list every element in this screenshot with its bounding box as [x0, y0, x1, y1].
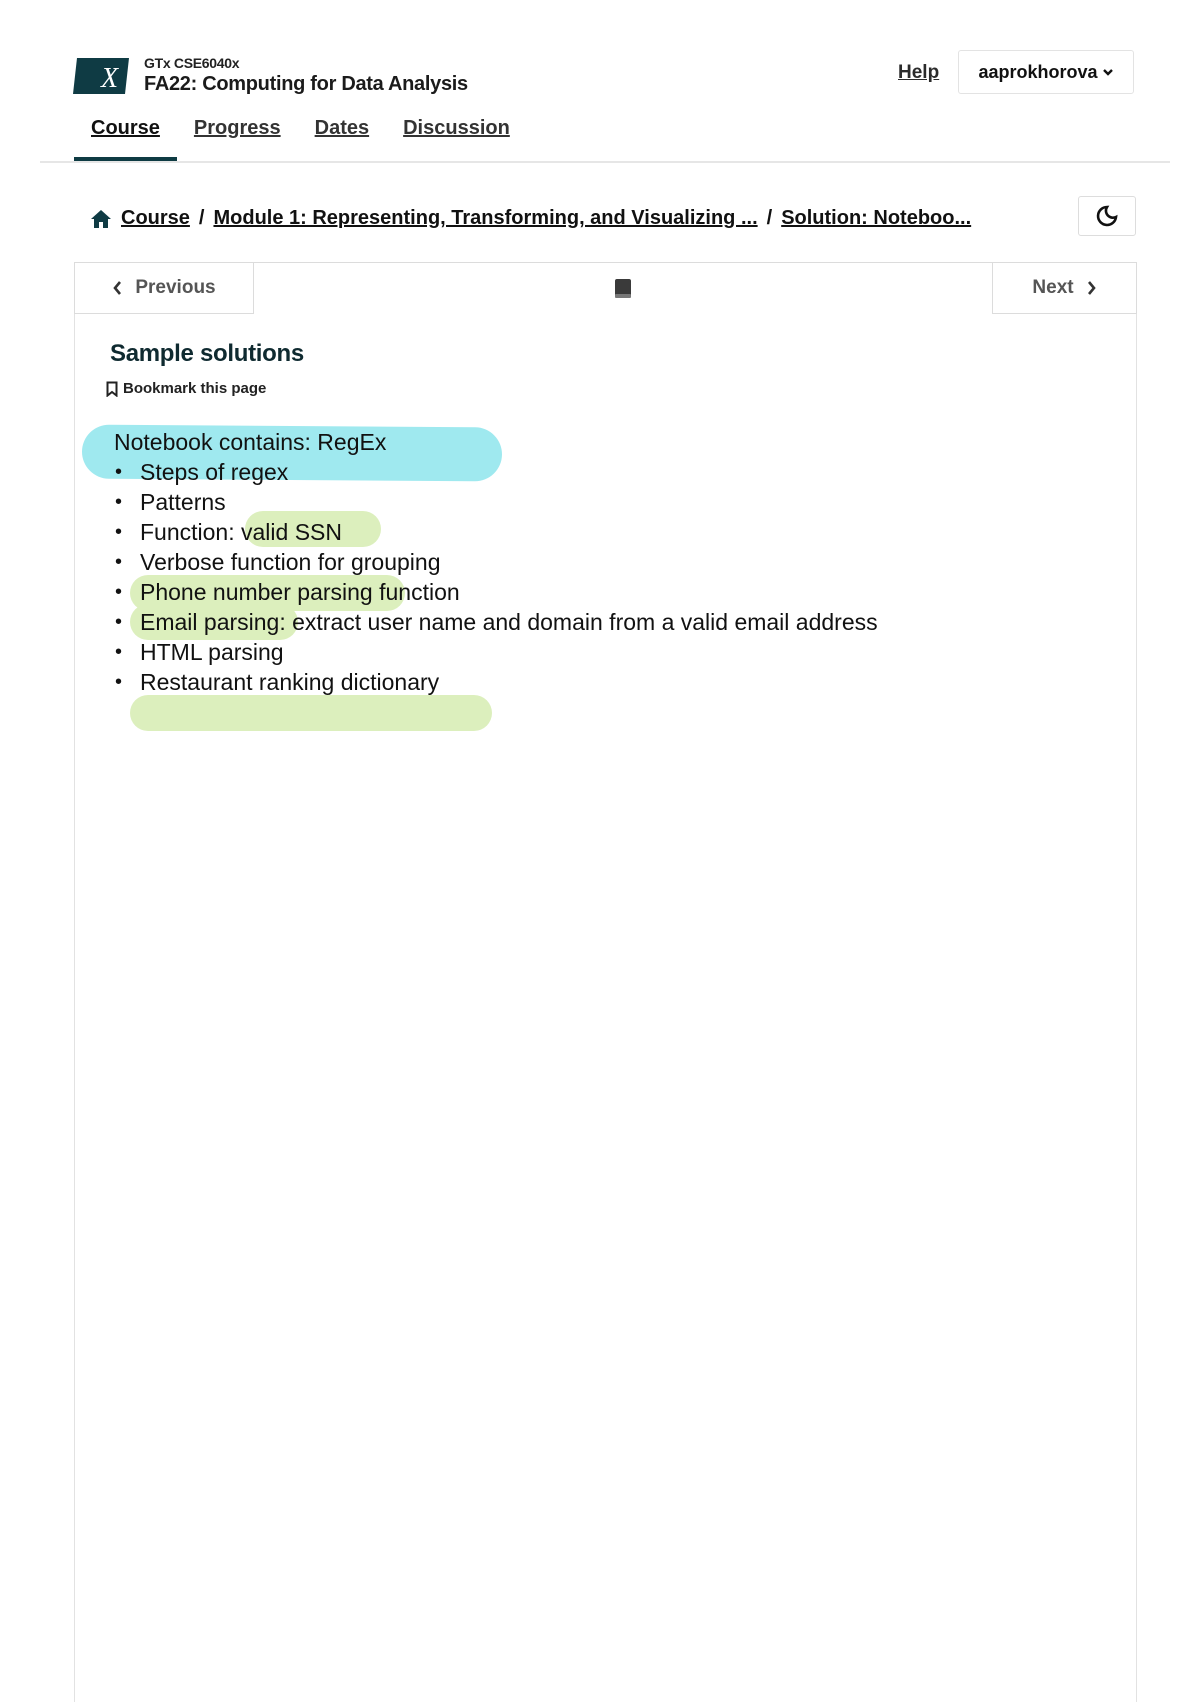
- home-icon: [90, 209, 112, 229]
- highlight-restaurant: [130, 695, 492, 731]
- breadcrumb: [90, 207, 971, 230]
- list-item: • Email parsing: extract user name and domain from a valid email address: [114, 607, 894, 637]
- next-label: Next: [1032, 277, 1074, 298]
- list-item: • Function: valid SSN: [114, 517, 894, 547]
- tab-dates[interactable]: Dates: [314, 117, 370, 139]
- svg-text:X: X: [101, 63, 119, 94]
- bookmark-button[interactable]: [106, 380, 266, 397]
- tab-discussion[interactable]: Discussion: [403, 117, 510, 139]
- list-item: • Verbose function for grouping: [114, 547, 894, 577]
- next-button[interactable]: [992, 262, 1137, 314]
- previous-button[interactable]: [74, 262, 254, 314]
- theme-toggle-button[interactable]: [1078, 196, 1136, 236]
- notes-content: [114, 427, 894, 697]
- course-title: FA22: Computing for Data Analysis: [144, 73, 468, 95]
- moon-icon: [1095, 204, 1119, 228]
- list-item: • Patterns: [114, 487, 894, 517]
- course-tabs: [74, 118, 527, 162]
- help-link[interactable]: Help: [898, 62, 940, 83]
- list-item: • Restaurant ranking dictionary: [114, 667, 894, 697]
- course-org: GTx CSE6040x: [144, 55, 240, 71]
- username: aaprokhorova: [978, 61, 1098, 82]
- chevron-right-icon: [1086, 281, 1097, 295]
- tab-progress[interactable]: Progress: [193, 117, 281, 139]
- list-item: • Steps of regex: [114, 457, 894, 487]
- user-menu-button[interactable]: [958, 50, 1134, 94]
- unit-sequence-bar: [254, 262, 992, 314]
- chevron-down-icon: [1102, 66, 1114, 78]
- list-item: • HTML parsing: [114, 637, 894, 667]
- header-divider: [40, 161, 1170, 163]
- notes-list: [114, 457, 894, 697]
- bookmark-icon: [106, 381, 118, 397]
- tab-course[interactable]: Course: [74, 118, 177, 162]
- unit-title: Sample solutions: [110, 340, 304, 367]
- breadcrumb-course-link[interactable]: Course: [121, 207, 190, 229]
- breadcrumb-page-link[interactable]: Solution: Noteboo...: [781, 207, 972, 229]
- breadcrumb-module-link[interactable]: Module 1: Representing, Transforming, and Visualizing ...: [213, 207, 758, 229]
- previous-label: Previous: [135, 277, 216, 298]
- bookmark-label: Bookmark this page: [123, 380, 267, 397]
- list-item: • Phone number parsing function: [114, 577, 894, 607]
- edx-logo[interactable]: [73, 58, 129, 94]
- chevron-left-icon: [112, 281, 123, 295]
- notes-heading: Notebook contains: RegEx: [114, 429, 387, 455]
- book-icon[interactable]: [613, 278, 633, 300]
- breadcrumb-separator: /: [198, 207, 205, 229]
- breadcrumb-separator: /: [766, 207, 773, 229]
